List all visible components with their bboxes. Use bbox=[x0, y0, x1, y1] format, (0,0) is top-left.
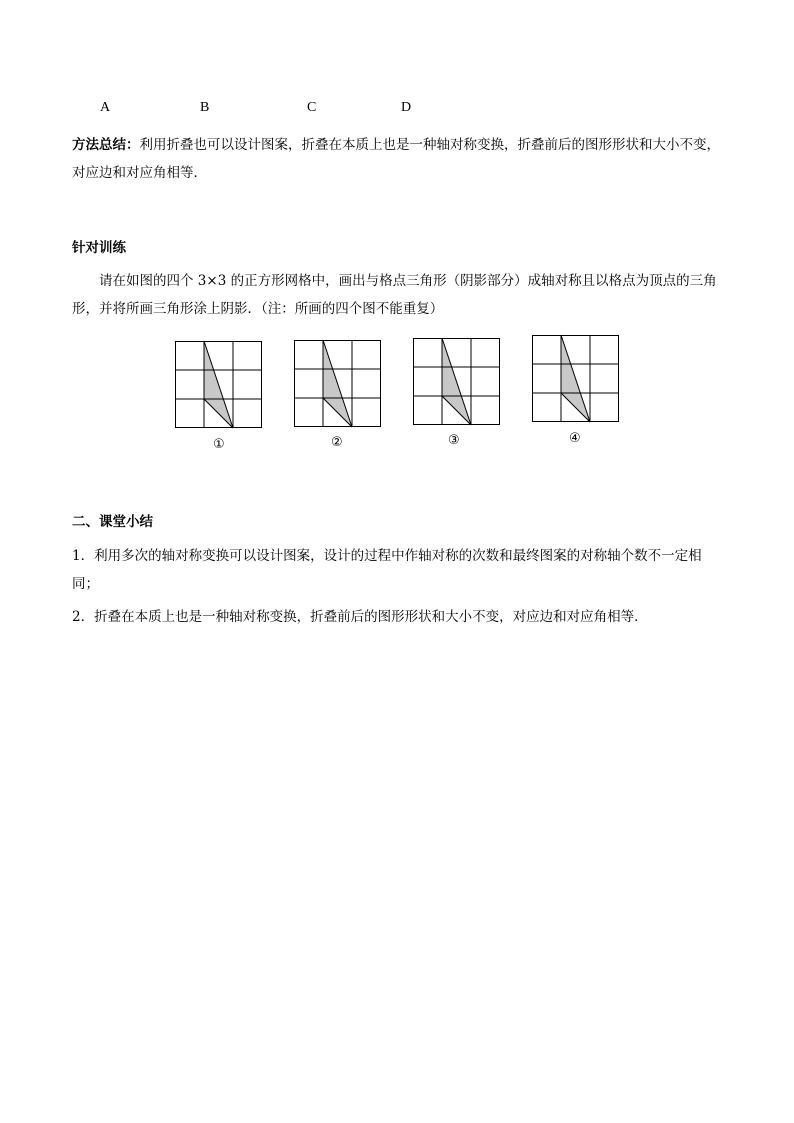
option-b: B bbox=[200, 100, 210, 115]
summary-item-1: 1．利用多次的轴对称变换可以设计图案，设计的过程中作轴对称的次数和最终图案的对称轴个数不一定相同； bbox=[72, 548, 702, 592]
method-summary-label: 方法总结： bbox=[72, 137, 140, 153]
grid-figure-4 bbox=[532, 335, 620, 423]
grid-figure-3 bbox=[413, 338, 501, 426]
grid-figure-1 bbox=[175, 341, 263, 429]
training-instruction: 请在如图的四个 3×3 的正方形网格中，画出与格点三角形（阴影部分）成轴对称且以格点为顶点的三角形，并将所画三角形涂上阴影．（注：所画的四个图不能重复） bbox=[72, 273, 717, 317]
shaded-triangle bbox=[323, 340, 352, 427]
shaded-triangle bbox=[204, 341, 233, 428]
grid-label-1: ① bbox=[213, 437, 225, 452]
method-summary-text: 利用折叠也可以设计图案，折叠在本质上也是一种轴对称变换，折叠前后的图形形状和大小不变，对应边和对应角相等． bbox=[72, 137, 720, 181]
grid-figure-2 bbox=[294, 340, 382, 428]
option-c: C bbox=[307, 100, 317, 115]
summary-item-2: 2．折叠在本质上也是一种轴对称变换，折叠前后的图形形状和大小不变，对应边和对应角相等． bbox=[72, 609, 648, 625]
option-a: A bbox=[100, 100, 111, 115]
option-d: D bbox=[401, 100, 412, 115]
method-summary bbox=[72, 131, 724, 187]
grid-label-4: ④ bbox=[569, 431, 581, 446]
summary-heading: 二、课堂小结 bbox=[72, 514, 153, 530]
shaded-triangle bbox=[442, 338, 471, 425]
grid-label-2: ② bbox=[331, 435, 343, 450]
training-heading: 针对训练 bbox=[72, 240, 126, 256]
grid-label-3: ③ bbox=[448, 433, 460, 448]
shaded-triangle bbox=[561, 335, 590, 422]
